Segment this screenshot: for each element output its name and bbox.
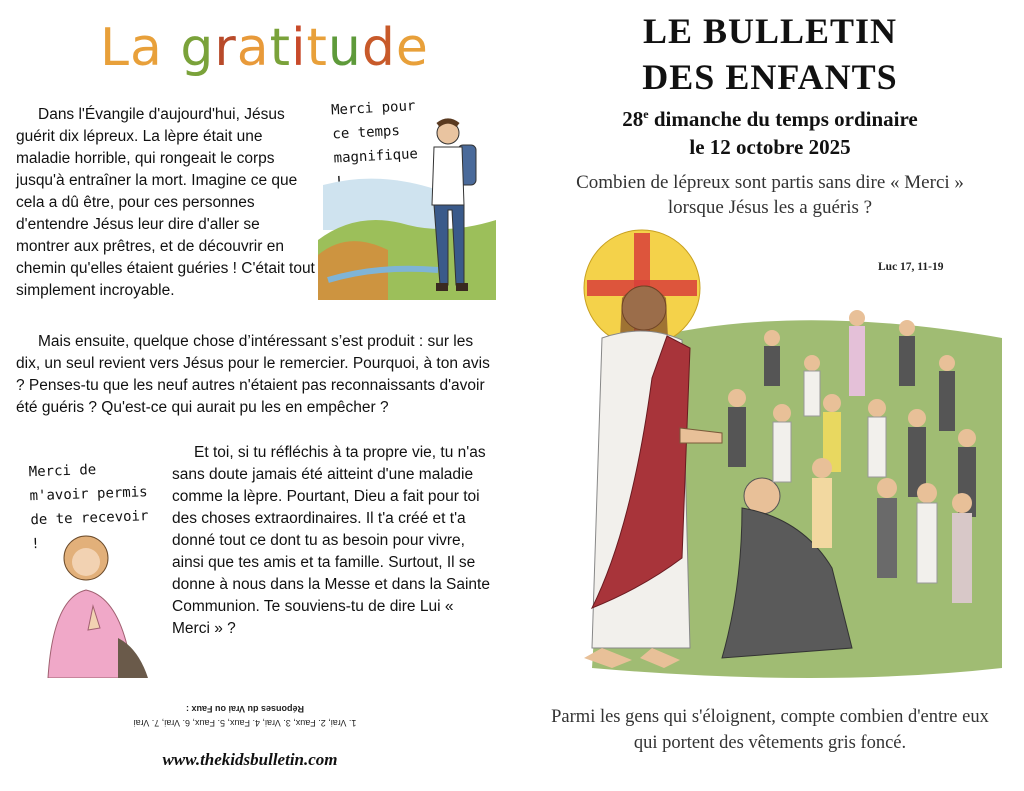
answers-upside-down: [110, 702, 380, 730]
answers-text: 1. Vrai, 2. Faux, 3. Vrai, 4. Faux, 5. Faux, 6. Vrai, 7. Vrai: [133, 718, 357, 728]
title-letter: [163, 18, 181, 78]
lepers-question: Combien de lépreux sont partis sans dire « Merci » lorsque Jésus les a guéris ?: [576, 172, 964, 218]
title-letter: a: [236, 18, 270, 78]
date-text: le 12 octobre 2025: [689, 135, 851, 159]
answers-title: Réponses du Vrai ou Faux :: [185, 704, 305, 714]
jesus-healing-illustration: [572, 228, 1002, 688]
gospel-reference: Luc 17, 11-19: [878, 261, 944, 273]
page-title-gratitude: [100, 18, 429, 78]
title-letter: L: [100, 18, 130, 78]
hiker-speech-text: Merci pour ce temps magnifique: [330, 98, 419, 167]
bulletin-title-line2: DES ENFANTS: [642, 57, 898, 97]
website-url[interactable]: www.thekidsbulletin.com: [162, 750, 338, 769]
paragraph-question: Mais ensuite, quelque chose d’intéressant s’est produit : sur les dix, un seul revient vers Jésus pour le remercier. Pourquoi, à ton avis ? Penses-tu que les neuf autres n'étaient pas reconnaissants d'avoir été guéris ? Qu'est-ce qui aurait pu les en empêcher ?: [16, 333, 490, 416]
paragraph-intro: Dans l'Évangile d'aujourd'hui, Jésus guérit dix lépreux. La lèpre était une maladie horrible, qui rongeait le corps jusqu'à entraîner la mort. Imagine ce que cela a dû être, pour ces personnes d'entendre Jésus leur dire d'aller se montrer aux prêtres, et de découvrir en chemin qu'elles étaient guéries ! C'était tout simplement incroyable.: [16, 106, 315, 299]
bulletin-title-line1: LE BULLETIN: [642, 11, 898, 51]
title-letter: g: [180, 18, 215, 78]
title-letter: t: [269, 18, 292, 78]
title-letter: d: [361, 18, 396, 78]
title-letter: e: [395, 18, 429, 78]
girl-speech-text: Merci de m'avoir permis de te recevoir !: [28, 461, 149, 553]
liturgical-date: [560, 100, 980, 161]
hiker-figure: [418, 115, 488, 295]
bulletin-title: [560, 8, 980, 100]
kneeling-leper-head: [744, 478, 780, 514]
title-letter: i: [291, 18, 307, 78]
title-letter: t: [306, 18, 328, 78]
activity-instruction: Parmi les gens qui s'éloignent, compte combien d'entre eux qui portent des vêtements gris foncé.: [551, 707, 989, 753]
sunday-name: 28e dimanche du temps ordinaire: [622, 107, 918, 131]
title-letter: u: [327, 18, 362, 78]
title-letter: r: [214, 18, 237, 78]
title-letter: a: [129, 18, 163, 78]
praying-girl-illustration: [38, 528, 158, 678]
paragraph-reflection: Et toi, si tu réfléchis à ta propre vie, tu n'as sans doute jamais été aitteint d'une maladie comme la lèpre. Pourtant, Dieu a fait pour toi des choses extraordinaires. Il t'a créé et t'a donné tout ce dont tu as besoin pour vivre, ainsi que tes amis et ta famille. Surtout, Il se donne à nous dans la Messe et dans la Sainte Communion. Te souviens-tu de dire Lui « Merci » ?: [172, 444, 490, 637]
